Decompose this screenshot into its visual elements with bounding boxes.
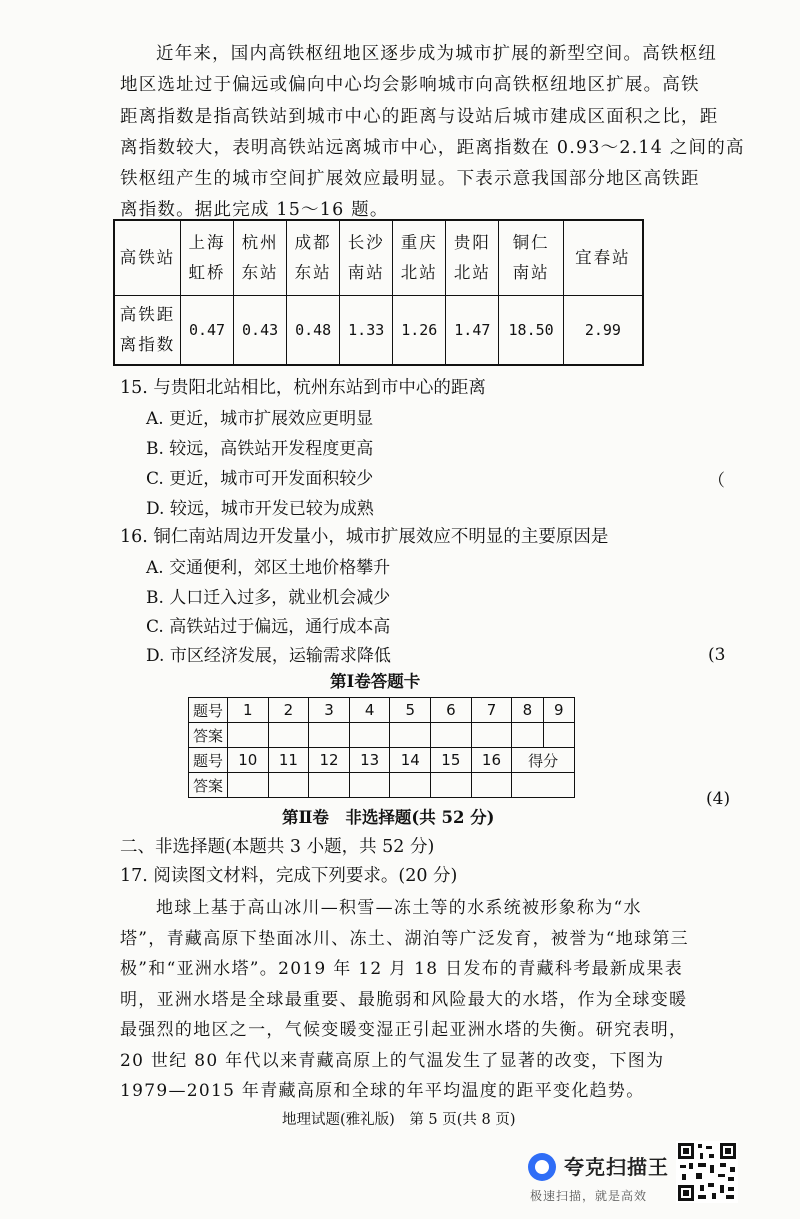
question-number-cell: 14 xyxy=(390,748,431,773)
header-label-cell: 高铁站 xyxy=(114,220,181,295)
question-number-cell: 3 xyxy=(309,698,350,723)
question-number-cell: 2 xyxy=(268,698,309,723)
value-cell: 0.48 xyxy=(287,295,340,365)
question-number-cell: 9 xyxy=(543,698,574,723)
answer-cell[interactable] xyxy=(309,773,350,798)
answer-cell[interactable] xyxy=(512,723,543,748)
answer-cell[interactable] xyxy=(471,773,512,798)
table-value-row xyxy=(114,295,643,365)
row-label-line: 高铁距 xyxy=(119,304,176,324)
question-15-option-d: D. 较远，城市开发已较为成熟 xyxy=(146,499,374,519)
row-label-cell xyxy=(114,295,181,365)
station-name-line: 南站 xyxy=(347,262,385,282)
station-name-line: 长沙 xyxy=(347,232,385,252)
side-mark: (4) xyxy=(706,789,731,809)
question-number-cell: 5 xyxy=(390,698,431,723)
station-name-line: 重庆 xyxy=(400,232,438,252)
value-cell: 0.47 xyxy=(181,295,234,365)
question-16-option-d: D. 市区经济发展，运输需求降低 xyxy=(146,646,391,666)
value-cell: 2.99 xyxy=(563,295,643,365)
station-name-line: 东站 xyxy=(241,262,279,282)
answer-cell[interactable] xyxy=(309,723,350,748)
answer-card-answer-row xyxy=(189,773,575,798)
station-cell xyxy=(499,220,563,295)
answer-cell[interactable] xyxy=(349,773,390,798)
value-cell: 0.43 xyxy=(234,295,287,365)
station-cell xyxy=(563,220,643,295)
station-name-line: 贵阳 xyxy=(453,232,491,252)
station-name-line: 北站 xyxy=(400,262,438,282)
intro-line: 近年来，国内高铁枢纽地区逐步成为城市扩展的新型空间。高铁枢纽 xyxy=(156,44,717,64)
question-number-cell: 6 xyxy=(431,698,472,723)
material-line: 极”和“亚洲水塔”。2019 年 12 月 18 日发布的青藏科考最新成果表 xyxy=(120,959,684,979)
question-15-option-a: A. 更近，城市扩展效应更明显 xyxy=(146,409,374,429)
table-header-row xyxy=(114,220,643,295)
qr-code-icon xyxy=(676,1141,738,1203)
station-name-line: 成都 xyxy=(294,232,332,252)
intro-line: 距离指数是指高铁站到城市中心的距离与设站后城市建成区面积之比，距 xyxy=(120,106,719,127)
scanner-watermark xyxy=(528,1147,678,1207)
answer-card-num-row xyxy=(189,698,575,723)
side-mark: (3 xyxy=(708,645,726,665)
intro-line: 离指数。据此完成 15～16 题。 xyxy=(120,200,389,221)
station-cell xyxy=(446,220,499,295)
material-line: 明，亚洲水塔是全球最重要、最脆弱和风险最大的水塔，作为全球变暖 xyxy=(120,989,688,1010)
station-name-line: 北站 xyxy=(453,262,491,282)
answer-cell[interactable] xyxy=(543,723,574,748)
answer-label-cell: 答案 xyxy=(189,773,228,798)
question-number-cell: 11 xyxy=(268,748,309,773)
question-15-stem: 15. 与贵阳北站相比，杭州东站到市中心的距离 xyxy=(120,378,486,398)
answer-cell[interactable] xyxy=(349,723,390,748)
num-label-cell: 题号 xyxy=(189,698,228,723)
question-16-option-b: B. 人口迁入过多，就业机会减少 xyxy=(146,588,391,608)
question-17-stem: 17. 阅读图文材料，完成下列要求。(20 分) xyxy=(120,866,458,886)
question-15-option-b: B. 较远，高铁站开发程度更高 xyxy=(146,439,374,459)
row-label-line: 离指数 xyxy=(119,334,176,354)
question-number-cell: 13 xyxy=(349,748,390,773)
station-name-line: 杭州 xyxy=(241,232,279,252)
value-cell: 1.26 xyxy=(393,295,446,365)
scanner-brand-name: 夸克扫描王 xyxy=(564,1155,669,1179)
station-cell xyxy=(393,220,446,295)
value-cell: 1.33 xyxy=(340,295,393,365)
answer-cell[interactable] xyxy=(471,723,512,748)
station-name-line: 宜春站 xyxy=(575,247,631,267)
intro-line: 铁枢纽产生的城市空间扩展效应最明显。下表示意我国部分地区高铁距 xyxy=(120,169,700,190)
scanner-slogan: 极速扫描，就是高效 xyxy=(530,1189,648,1203)
station-cell xyxy=(287,220,340,295)
material-line: 塔”，青藏高原下垫面冰川、冻土、湖泊等广泛发育，被誉为“地球第三 xyxy=(120,928,689,949)
station-cell xyxy=(234,220,287,295)
question-15-option-c: C. 更近，城市可开发面积较少 xyxy=(146,469,374,489)
scanner-logo-icon xyxy=(528,1153,556,1181)
question-number-cell: 4 xyxy=(349,698,390,723)
station-name-line: 虹桥 xyxy=(188,262,226,282)
question-number-cell: 15 xyxy=(431,748,472,773)
num-label-cell: 题号 xyxy=(189,748,228,773)
section-2-heading: 二、非选择题(本题共 3 小题，共 52 分) xyxy=(120,837,435,857)
hsr-distance-table xyxy=(113,219,644,366)
part-2-title: 第Ⅱ卷 非选择题(共 52 分) xyxy=(282,808,495,827)
material-line: 20 世纪 80 年代以来青藏高原上的气温发生了显著的改变，下图为 xyxy=(120,1050,665,1071)
question-number-cell: 10 xyxy=(228,748,269,773)
intro-line: 地区选址过于偏远或偏向中心均会影响城市向高铁枢纽地区扩展。高铁 xyxy=(120,75,700,96)
material-line: 最强烈的地区之一，气候变暖变湿正引起亚洲水塔的失衡。研究表明， xyxy=(120,1020,688,1040)
value-cell: 18.50 xyxy=(499,295,563,365)
station-cell xyxy=(181,220,234,295)
answer-cell[interactable] xyxy=(390,723,431,748)
question-16-option-a: A. 交通便利，郊区土地价格攀升 xyxy=(146,558,391,578)
material-line: 地球上基于高山冰川—积雪—冻土等的水系统被形象称为“水 xyxy=(156,898,642,918)
score-label-cell: 得分 xyxy=(512,748,575,773)
answer-cell[interactable] xyxy=(268,723,309,748)
station-name-line: 东站 xyxy=(294,262,332,282)
answer-cell[interactable] xyxy=(228,723,269,748)
question-number-cell: 7 xyxy=(471,698,512,723)
page-footer: 地理试题(雅礼版) 第 5 页(共 8 页) xyxy=(282,1112,516,1128)
station-name-line: 南站 xyxy=(512,262,550,282)
question-number-cell: 16 xyxy=(471,748,512,773)
intro-line: 离指数较大，表明高铁站远离城市中心，距离指数在 0.93～2.14 之间的高 xyxy=(120,137,745,158)
station-cell xyxy=(340,220,393,295)
answer-cell[interactable] xyxy=(268,773,309,798)
answer-cell[interactable] xyxy=(431,723,472,748)
score-cell[interactable] xyxy=(512,773,575,798)
answer-label-cell: 答案 xyxy=(189,723,228,748)
question-number-cell: 1 xyxy=(228,698,269,723)
material-paragraph xyxy=(120,893,689,1107)
station-name-line: 上海 xyxy=(188,232,226,252)
question-number-cell: 8 xyxy=(512,698,543,723)
question-16-option-c: C. 高铁站过于偏远，通行成本高 xyxy=(146,617,391,637)
station-name-line: 铜仁 xyxy=(512,232,550,252)
answer-card-num-row xyxy=(189,748,575,773)
answer-cell[interactable] xyxy=(431,773,472,798)
side-mark: （ xyxy=(708,471,725,491)
material-line: 1979—2015 年青藏高原和全球的年平均温度的距平变化趋势。 xyxy=(120,1081,645,1101)
answer-card-title: 第Ⅰ卷答题卡 xyxy=(330,672,421,691)
intro-paragraph xyxy=(120,39,745,227)
question-number-cell: 12 xyxy=(309,748,350,773)
answer-cell[interactable] xyxy=(228,773,269,798)
question-16-stem: 16. 铜仁南站周边开发量小，城市扩展效应不明显的主要原因是 xyxy=(120,527,609,547)
answer-card-table xyxy=(188,697,575,798)
answer-card-answer-row xyxy=(189,723,575,748)
answer-cell[interactable] xyxy=(390,773,431,798)
value-cell: 1.47 xyxy=(446,295,499,365)
